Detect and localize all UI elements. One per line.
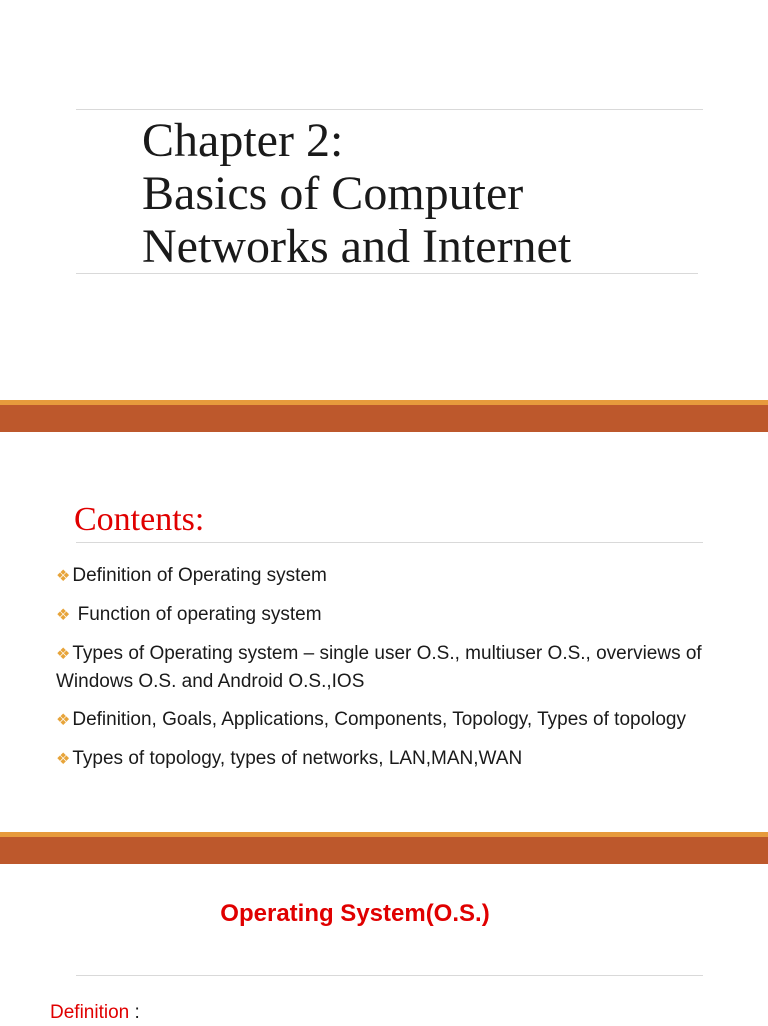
contents-heading: Contents: (74, 501, 205, 538)
diamond-cluster-icon: ❖ (56, 646, 71, 663)
slide-separator (0, 400, 768, 432)
list-item (56, 706, 736, 734)
definition-word: Definition (50, 1002, 130, 1023)
title-line: Networks and Internet (142, 220, 572, 273)
list-item-text: Types of topology, types of networks, LAN,MAN,WAN (72, 748, 523, 769)
slide-title-heading (142, 114, 571, 273)
list-item-text: Function of operating system (72, 604, 322, 625)
definition-label (50, 1000, 140, 1026)
definition-colon: : (129, 1002, 140, 1023)
os-heading: Operating System(O.S.) (220, 900, 490, 927)
diamond-cluster-icon: ❖ (56, 568, 71, 585)
slide-title (0, 0, 768, 400)
list-item-text: Definition, Goals, Applications, Components, Topology, Types of topology (72, 709, 686, 730)
slide-separator (0, 832, 768, 864)
os-divider (76, 975, 703, 976)
list-item (56, 640, 736, 695)
title-line: Chapter 2: (142, 114, 344, 167)
list-item-text: Types of Operating system – single user O.S., multiuser O.S., overviews of Windows O.S. and Android O.S.,IOS (56, 643, 702, 692)
diamond-cluster-icon: ❖ (56, 751, 71, 768)
contents-divider (76, 542, 703, 543)
list-item (56, 562, 736, 590)
title-line: Basics of Computer (142, 167, 524, 220)
list-item-text: Definition of Operating system (72, 565, 327, 586)
contents-list (56, 562, 736, 784)
list-item (56, 745, 736, 773)
list-item (56, 601, 736, 629)
top-divider (76, 109, 703, 110)
diamond-cluster-icon: ❖ (56, 712, 71, 729)
bottom-divider (76, 273, 698, 274)
diamond-cluster-icon: ❖ (56, 607, 71, 624)
